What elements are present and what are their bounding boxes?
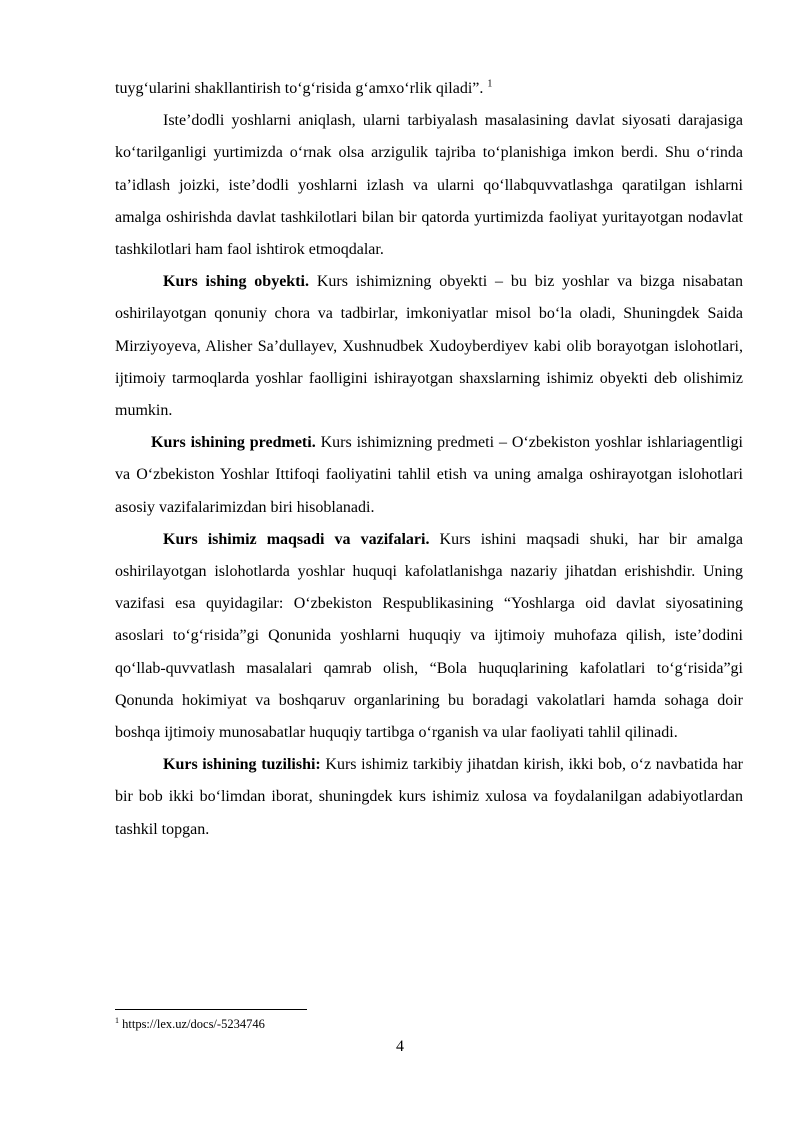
paragraph-goals: Kurs ishimiz maqsadi va vazifalari. Kurs ishini maqsadi shuki, har bir amalga oshirilayotgan islohotlarda yoshlar huquqi kafolatlanishga nazariy jihatdan erishishdir. Uning vazifasi esa quyidagilar: O‘zbekiston Respublikasining “Yoshlarga oid davlat siyosatining asoslari to‘g‘risida”gi Qonunida yoshlarni huquqiy va ijtimoiy muhofaza qilish, iste’dodini qo‘llab-quvvatlash masalalari qamrab olish, “Bola huquqlarining kafolatlari to‘g‘risida”gi Qonunda hokimiyat va boshqaruv organlarining bu boradagi vakolatlari hamda sohaga doir boshqa ijtimoiy munosabatlar huquqiy tartibga o‘rganish va ular faoliyati tahlil qilinadi. xyxy=(115,530,743,742)
paragraph-gifted-youth: Iste’dodli yoshlarni aniqlash, ularni tarbiyalash masalasining davlat siyosati darajasiga ko‘tarilganligi yurtimizda o‘rnak olsa arzigulik tajriba to‘planishiga imkon berdi. Shu o‘rinda ta’idlash joizki, iste’dodli yoshlarni izlash va ularni qo‘llabquvvatlashga qaratilgan ishlarni amalga oshirishda davlat tashkilotlari bilan bir qatorda yurtimizda faoliyat yuritayotgan nodavlat tashkilotlari ham faol ishtirok etmoqdalar. xyxy=(115,112,743,259)
footnote-link[interactable]: https://lex.uz/docs/-5234746 xyxy=(119,1017,265,1031)
heading-structure: Kurs ishining tuzilishi: xyxy=(163,756,321,774)
footnote xyxy=(115,1016,265,1032)
footnote-divider xyxy=(115,1009,307,1010)
paragraph-object: Kurs ishing obyekti. Kurs ishimizning obyekti – bu biz yoshlar va bizga nisabatan oshirilayotgan qonuniy chora va tadbirlar, imkoniyatlar misol bo‘la oladi, Shuningdek Saida Mirziyoyeva, Alisher Sa’dullayev, Xushnudbek Xudoyberdiyev kabi olib borayotgan islohotlari, ijtimoiy tarmoqlarda yoshlar faolligini ishirayotgan shaxslarning ishimiz obyekti deb olishimiz mumkin. xyxy=(115,273,743,420)
paragraph-continuation: tuyg‘ularini shakllantirish to‘g‘risida g‘amxo‘rlik qiladi”. $^1$ xyxy=(115,78,493,97)
heading-subject: Kurs ishining predmeti. xyxy=(151,434,316,452)
paragraph-subject: Kurs ishining predmeti. Kurs ishimizning predmeti – O‘zbekiston yoshlar ishlariagentligi va O‘zbekiston Yoshlar Ittifoqi faoliyatini tahlil etish va uning amalga oshirayotgan islohotlari asosiy vazifalarimizdan biri hisoblanadi. xyxy=(115,434,744,516)
heading-object: Kurs ishing obyekti. xyxy=(163,273,309,291)
body-text xyxy=(115,73,743,846)
heading-goals: Kurs ishimiz maqsadi va vazifalari. xyxy=(163,530,430,548)
page-number: 4 xyxy=(396,1038,404,1055)
footnote-marker: 1 xyxy=(115,1015,119,1025)
footnote-reference: 1 xyxy=(487,78,493,90)
paragraph-structure: Kurs ishining tuzilishi: Kurs ishimiz tarkibiy jihatdan kirish, ikki bob, o‘z navbatida har bir bob ikki bo‘limdan iborat, shuningdek kurs ishimiz xulosa va foydalanilgan adabiyotlardan tashkil topgan. xyxy=(115,756,743,838)
